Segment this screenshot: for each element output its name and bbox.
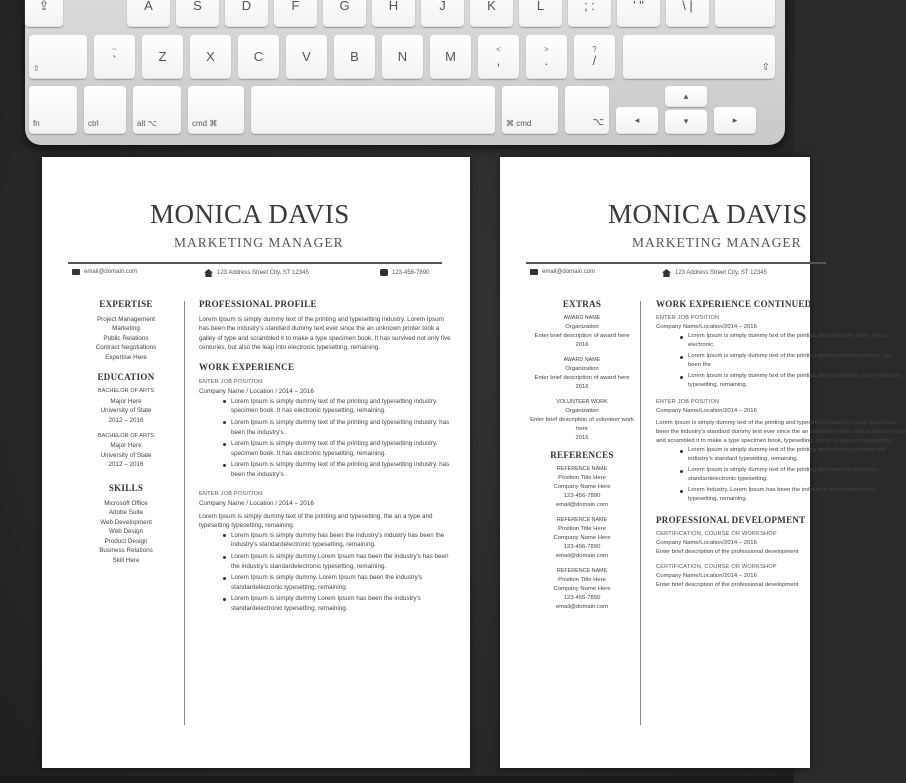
cmd-right-key[interactable]: ⌘ cmd <box>502 86 558 134</box>
key-s[interactable]: S <box>176 0 219 27</box>
skill-item: Product Design <box>104 537 148 545</box>
column-divider <box>184 301 185 725</box>
left-column <box>530 300 634 612</box>
university: University of State <box>100 451 152 459</box>
arrow-up-key[interactable]: ▴ <box>665 86 707 107</box>
cert-desc: Enter brief description of the professional development <box>656 549 799 555</box>
bullet-item: Lorem Ipsum is simply dummy text of the printing and industry has been the industry's standard typesetting, remaining. <box>680 446 906 464</box>
resume-job-title: MARKETING MANAGER <box>174 235 344 250</box>
return-key[interactable] <box>715 0 775 27</box>
job-bullets <box>223 531 455 616</box>
key-b[interactable]: B <box>334 35 375 79</box>
prof-dev-heading: PROFESSIONAL DEVELOPMENT <box>656 515 806 525</box>
ref-email: email@domain.com <box>555 604 609 610</box>
key-g[interactable]: G <box>323 0 366 27</box>
contact-address <box>204 269 309 277</box>
bullet-item: Lorem Ipsum is simply dummy text of the printing and typesetting industry. specimen book. It has electronic typesetting, remaining. <box>223 397 455 416</box>
key-comma[interactable] <box>478 35 519 79</box>
space-bar[interactable] <box>251 86 495 134</box>
skill-item: Business Relations <box>99 547 153 555</box>
extra-year: 2016 <box>575 435 589 441</box>
address-text: 123 Address Street City, ST 12345 <box>217 270 309 276</box>
comma-upper: < <box>496 44 501 54</box>
cmd-left-key[interactable]: cmd ⌘ <box>188 86 244 134</box>
fn-key[interactable]: fn <box>29 86 77 134</box>
contact-email <box>72 269 137 275</box>
ref-email: email@domain.com <box>555 553 609 559</box>
resume-job-title: MARKETING MANAGER <box>632 235 802 250</box>
bullet-item: Lorem Ipsum is simply dummy Lorem Ipsum has been the industry's standardelectronic typesetting, remaining. <box>223 594 455 613</box>
right-column <box>199 300 455 616</box>
bullet-item: Lorem Ipsum is simply dummy. Lorem Ipsum has been the industry's standardelectronic typesetting, remaining. <box>223 573 455 592</box>
job-bullets <box>223 397 455 482</box>
skill-item: Skill Here <box>112 557 140 565</box>
email-icon <box>72 269 80 275</box>
job-company: Company Name / Location / 2014 – 2016 <box>199 500 314 508</box>
contact-address <box>662 269 767 277</box>
bullet-item: Lorem Ipsum is simply dummy has been the industry's industry has been the industry's standardelectronic typesetting, remaining. <box>223 531 455 550</box>
extra-org: Organization <box>565 366 599 372</box>
key-v[interactable]: V <box>286 35 327 79</box>
contact-phone <box>380 269 429 276</box>
key-slash[interactable] <box>574 35 615 79</box>
bullet-item: Lorem Ipsum is simply dummy text of the printing and typesetting industry. has been the industry's . <box>223 418 455 437</box>
extra-org: Organization <box>565 324 599 330</box>
key-d[interactable]: D <box>225 0 268 27</box>
expertise-heading: EXPERTISE <box>99 299 153 309</box>
skill-item: Web Development <box>100 518 152 526</box>
job-company: Company Name/Location/2014 – 2016 <box>656 324 757 330</box>
skills-heading: SKILLS <box>108 482 144 493</box>
key-c[interactable]: C <box>238 35 279 79</box>
skill-item: Adobe Suite <box>108 509 144 517</box>
job-position: ENTER JOB POSITION <box>656 399 720 405</box>
education-heading: EDUCATION <box>97 371 155 382</box>
bullet-item: Lorem Ipsum is simply dummy text of the printing and specimen book. It has electronic <box>680 332 906 350</box>
ctrl-key[interactable]: ctrl <box>84 86 126 134</box>
expertise-item: Expertise Here <box>105 353 147 361</box>
extra-desc: Enter brief description of award here <box>534 333 630 339</box>
cert-name: CERTIFICATION, COURSE OR WORKSHOP <box>656 564 777 570</box>
slash-lower: / <box>592 53 597 69</box>
ref-company: Company Name Here <box>553 586 611 592</box>
bullet-item: Lorem Ipsum is simply dummy text of the printing and typesetting industry. has been the industry's . <box>223 460 455 479</box>
bullet-item: Lorem Industry. Lorem Ipsum has been the industry's standardelectronic typesetting, remaining. <box>680 486 906 504</box>
job-intro: Lorem Ipsum is simply dummy text of the printing and typesetting industry. Lorem Ipsum has been the industry's standard dummy text ever since the an unknown printer took a galley of type and scrambled it to make a type specimen book, typesetting, the an a type and typesetting. <box>656 420 906 444</box>
cert-name: CERTIFICATION, COURSE OR WORKSHOP <box>656 531 777 537</box>
key-a[interactable]: A <box>127 0 170 27</box>
bullet-item: Lorem Ipsum is simply dummy text of the printing and been the industry's standardelectronic typesetting. <box>680 466 906 484</box>
key-n[interactable]: N <box>382 35 423 79</box>
comma-lower: , <box>496 53 501 69</box>
extra-name: AWARD NAME <box>563 315 601 321</box>
keyboard <box>25 0 785 145</box>
ref-company: Company Name Here <box>553 535 611 541</box>
email-icon <box>530 269 538 275</box>
extra-name: AWARD NAME <box>563 357 601 363</box>
extras-heading: EXTRAS <box>562 299 602 309</box>
expertise-item: Public Relations <box>103 334 149 342</box>
ref-email: email@domain.com <box>555 502 609 508</box>
resume-page-1 <box>42 157 470 768</box>
work-heading: WORK EXPERIENCE CONTINUED <box>656 299 812 309</box>
phone-icon <box>380 269 388 276</box>
skill-item: Microsoft Office <box>104 499 148 507</box>
extra-desc: Enter brief description of volunteer work here <box>530 417 634 432</box>
period-upper: > <box>544 44 549 54</box>
job-company: Company Name/Location/2014 – 2016 <box>656 408 757 414</box>
key-z[interactable]: Z <box>142 35 183 79</box>
address-text: 123 Address Street City, ST 12345 <box>675 270 767 276</box>
ref-company: Company Name Here <box>553 484 611 490</box>
major: Major Here <box>110 397 142 405</box>
desk-edge <box>0 776 794 783</box>
cert-company: Company Name/Location/2014 – 2016 <box>656 540 757 546</box>
slash-upper: ? <box>592 44 597 54</box>
alt-right-key[interactable]: ⌥ <box>565 86 609 134</box>
job-company: Company Name / Location / 2014 – 2016 <box>199 388 314 396</box>
key-quote[interactable]: ' " <box>617 0 660 27</box>
key-l[interactable]: L <box>519 0 562 27</box>
resume-page-2 <box>500 157 906 768</box>
expertise-item: Project Management <box>96 315 156 323</box>
ref-position: Position Title Here <box>558 577 606 583</box>
home-icon <box>662 269 671 277</box>
bullet-item: Lorem Ipsum is simply dummy text of the printing and typesetting, it has electronic typesetting, remaining. <box>680 372 906 390</box>
job-intro: Lorem Ipsum is simply dummy text of the printing and typesetting, the an a type and typesetting typesetting, remaining. <box>199 512 433 530</box>
key-h[interactable]: H <box>372 0 415 27</box>
alt-key[interactable]: alt ⌥ <box>133 86 181 134</box>
extra-year: 2016 <box>575 342 589 348</box>
ref-phone: 123-456-7890 <box>563 595 601 601</box>
contact-email <box>530 269 595 275</box>
extra-desc: Enter brief description of award here <box>534 375 630 381</box>
email-text: email@domain.com <box>542 269 596 275</box>
key-m[interactable]: M <box>430 35 471 79</box>
left-shift-key[interactable]: ⇧ <box>29 35 87 79</box>
job-position: ENTER JOB POSITION <box>656 315 720 321</box>
extra-name: VOLUNTEER WORK <box>556 399 608 405</box>
university: University of State <box>100 407 152 415</box>
job-position: ENTER JOB POSITION <box>199 378 263 385</box>
resume-name: MONICA DAVIS <box>150 199 350 229</box>
key-backtick[interactable] <box>94 35 135 79</box>
ref-phone: 123-456-7890 <box>563 544 601 550</box>
job-bullets <box>680 446 906 506</box>
backtick-upper: ~ <box>112 44 117 54</box>
header-divider <box>526 262 826 264</box>
cert-company: Company Name/Location/2014 – 2016 <box>656 573 757 579</box>
degree: BACHELOR OF ARTS <box>97 432 155 439</box>
right-column <box>656 300 906 590</box>
email-text: email@domain.com <box>84 269 138 275</box>
extra-year: 2016 <box>575 384 589 390</box>
job-position: ENTER JOB POSITION <box>199 490 263 497</box>
expertise-item: Contract Negotiations <box>95 344 157 352</box>
expertise-item: Marketing <box>112 325 140 333</box>
key-f[interactable]: F <box>274 0 317 27</box>
home-icon <box>204 269 213 277</box>
key-semicolon[interactable]: ; : <box>568 0 611 27</box>
ref-name: REFERENCE NAME <box>556 517 608 523</box>
profile-heading: PROFESSIONAL PROFILE <box>199 299 317 309</box>
arrow-right-key[interactable]: ▸ <box>714 107 756 134</box>
ref-position: Position Title Here <box>558 475 606 481</box>
key-period[interactable] <box>526 35 567 79</box>
degree: BACHELOR OF ARTS <box>97 388 155 395</box>
left-column <box>76 300 176 566</box>
edu-years: 2012 – 2016 <box>108 461 144 469</box>
key-x[interactable]: X <box>190 35 231 79</box>
bullet-item: Lorem Ipsum is simply dummy text of the printing and typesetting industry. specimen book. It has electronic typesetting, remaining. <box>223 439 455 458</box>
edu-years: 2012 – 2016 <box>108 416 144 424</box>
bullet-item: Lorem Ipsum is simply dummy Lorem Ipsum has been the industry's has been the industry's standardelectronic typesetting, remaining. <box>223 552 455 571</box>
key-k[interactable]: K <box>470 0 513 27</box>
period-lower: . <box>544 53 549 69</box>
references-heading: REFERENCES <box>550 450 614 460</box>
arrow-left-key[interactable]: ◂ <box>616 107 658 134</box>
job-bullets <box>680 332 906 392</box>
profile-text: Lorem Ipsum is simply dummy text of the printing and typesetting industry. Lorem Ipsum has been the industry's standard dummy text ever since the an unknown printer took a galley of type and scrambled it to make a type specimen book. It has survived not only five centuries, but also the leap into electronic typesetting, remaining. <box>199 315 451 352</box>
work-heading: WORK EXPERIENCE <box>199 361 295 372</box>
extra-org: Organization <box>565 408 599 414</box>
arrow-down-key[interactable]: ▾ <box>665 110 707 134</box>
right-shift-key[interactable]: ⇧ <box>623 35 775 79</box>
cert-desc: Enter brief description of the professional development <box>656 582 799 588</box>
bullet-item: Lorem Ipsum is simply dummy text of the printing and typesetting industry. has been the <box>680 352 906 370</box>
key-j[interactable]: J <box>421 0 464 27</box>
key-backslash[interactable]: \ | <box>666 0 709 27</box>
ref-name: REFERENCE NAME <box>556 466 608 472</box>
ref-name: REFERENCE NAME <box>556 568 608 574</box>
column-divider <box>640 301 641 725</box>
phone-text: 123-456-7890 <box>392 269 430 276</box>
skill-item: Web Design <box>108 528 144 536</box>
resume-name: MONICA DAVIS <box>608 199 808 229</box>
header-divider <box>68 262 442 264</box>
major: Major Here <box>110 442 142 450</box>
backtick-lower: ` <box>112 53 117 69</box>
ref-phone: 123-456-7890 <box>563 493 601 499</box>
ref-position: Position Title Here <box>558 526 606 532</box>
caps-lock-key[interactable]: ⇪ <box>25 0 63 27</box>
